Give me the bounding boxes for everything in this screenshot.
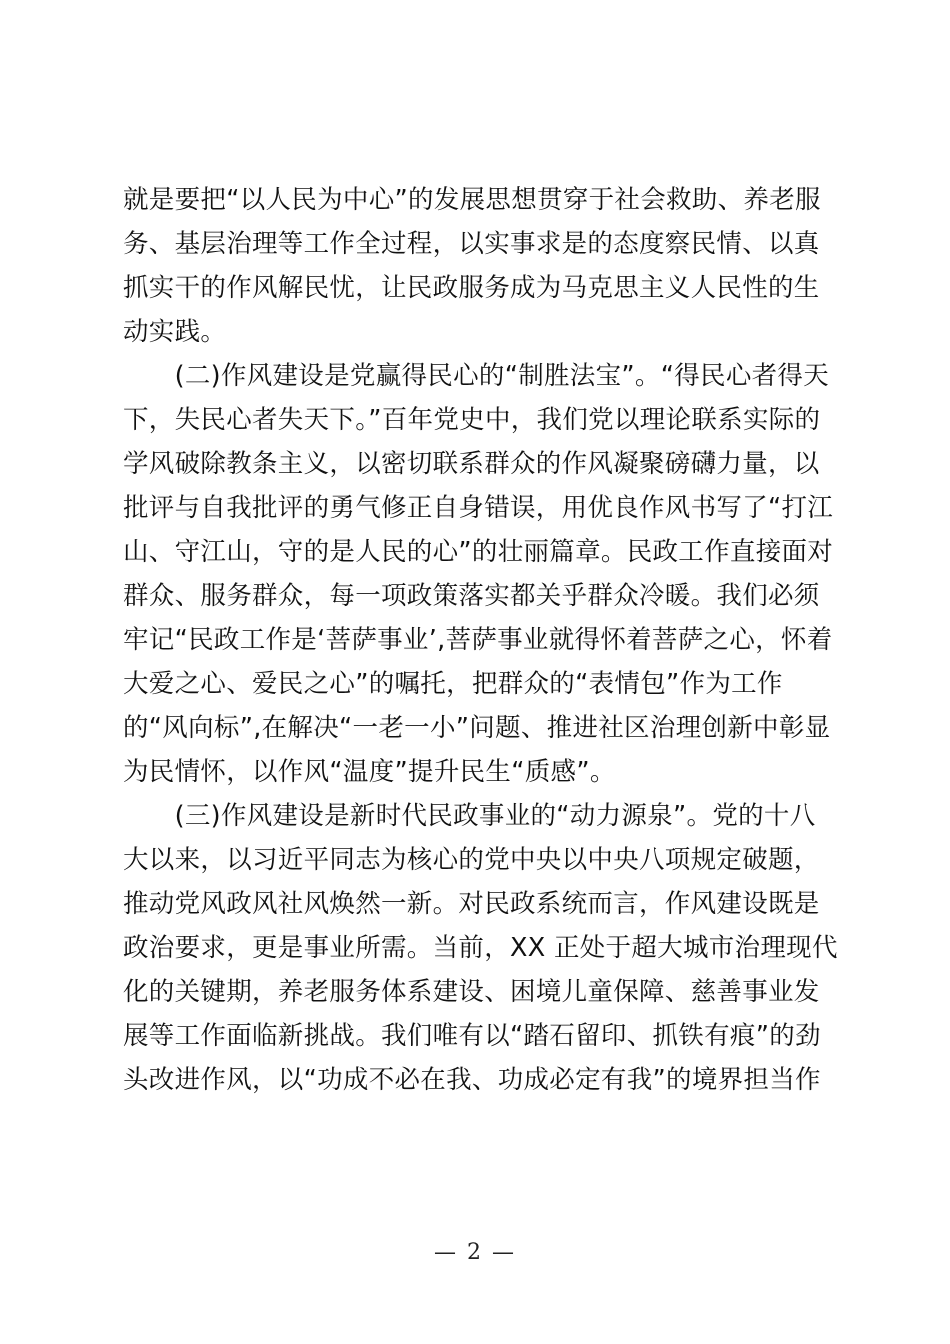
text-line: 展等工作面临新挑战。我们唯有以“踏石留印、抓铁有痕”的劲 [123,1021,821,1051]
page-number: — 2 — [434,1240,516,1265]
text-line: 的“风向标”,在解决“一老一小”问题、推进社区治理创新中彰显 [123,713,831,743]
text-line: 大以来，以习近平同志为核心的党中央以中央八项规定破题， [123,845,820,875]
text-line: 批评与自我批评的勇气修正自身错误，用优良作风书写了“打江 [123,493,834,523]
text-line: 牢记“民政工作是‘菩萨事业’,菩萨事业就得怀着菩萨之心，怀着 [123,625,833,655]
text-line: 务、基层治理等工作全过程，以实事求是的态度察民情、以真 [123,229,820,259]
text-line: 下，失民心者失天下。”百年党史中，我们党以理论联系实际的 [123,405,821,435]
text-line: 山、守江山，守的是人民的心”的壮丽篇章。民政工作直接面对 [123,537,834,567]
text-line: 政治要求，更是事业所需。当前，XX 正处于超大城市治理现代 [123,933,838,963]
text-line: (二)作风建设是党赢得民心的“制胜法宝”。“得民心者得天 [123,361,830,391]
body-text [123,178,843,1102]
text-line: 头改进作风，以“功成不必在我、功成必定有我”的境界担当作 [123,1065,821,1095]
text-line: 就是要把“以人民为中心”的发展思想贯穿于社会救助、养老服 [123,185,821,215]
text-line: 群众、服务群众，每一项政策落实都关乎群众冷暖。我们必须 [123,581,820,611]
text-line: 大爱之心、爱民之心”的嘱托，把群众的“表情包”作为工作 [123,669,783,699]
text-line: (三)作风建设是新时代民政事业的“动力源泉”。党的十八 [123,801,816,831]
text-line: 推动党风政风社风焕然一新。对民政系统而言，作风建设既是 [123,889,820,919]
text-line: 化的关键期，养老服务体系建设、困境儿童保障、慈善事业发 [123,977,820,1007]
text-line: 学风破除教条主义，以密切联系群众的作风凝聚磅礴力量，以 [123,449,820,479]
text-line: 抓实干的作风解民忧，让民政服务成为马克思主义人民性的生 [123,273,820,303]
text-line: 为民情怀，以作风“温度”提升民生“质感”。 [123,757,616,787]
text-line: 动实践。 [123,317,227,347]
